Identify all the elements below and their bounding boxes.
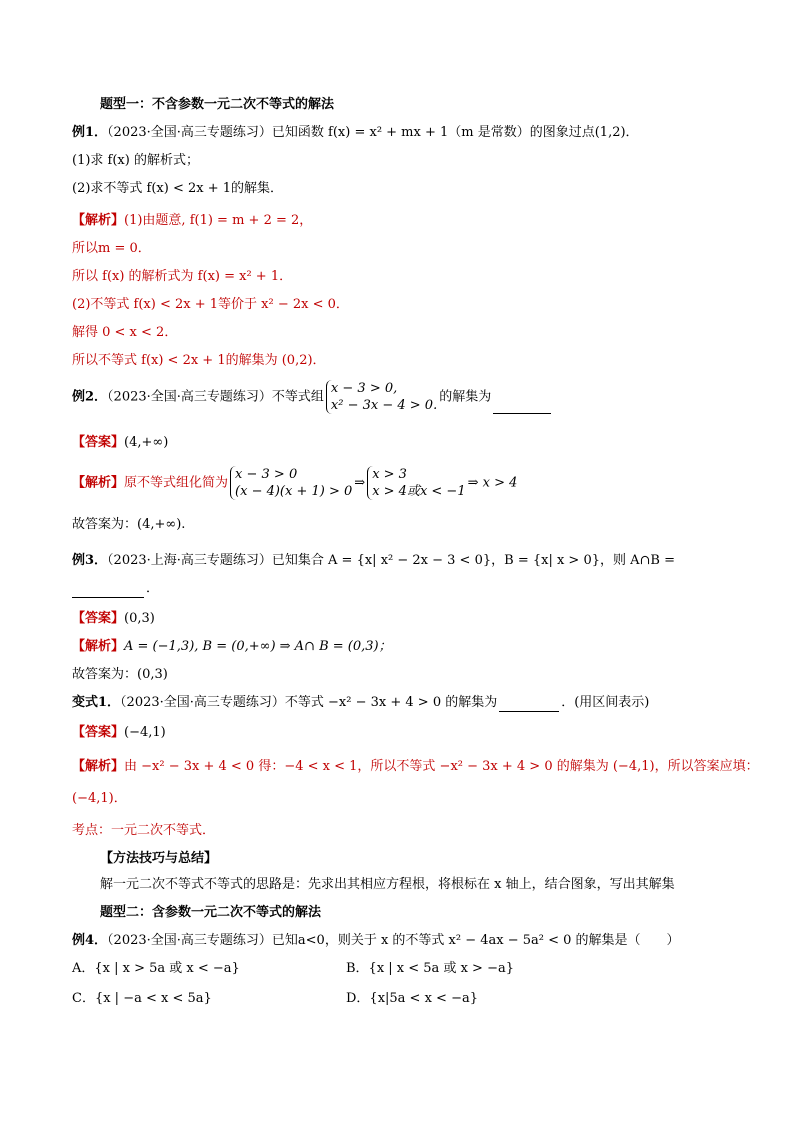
ex2-s1: x − 3 > 0 — [235, 467, 298, 482]
ex1-stem-text: 已知函数 f(x) = x² + mx + 1（m 是常数）的图象过点(1,2)． — [271, 125, 639, 140]
ex2-arrow2: ⇒ x > 4 — [467, 475, 518, 491]
ex4-stem — [72, 932, 680, 950]
method-title: 【方法技巧与总结】 — [100, 851, 218, 866]
ex1-label: 例1． — [72, 125, 108, 140]
ex2-answer: (4,+∞) — [124, 435, 169, 450]
section1-title: 题型一：不含参数一元二次不等式的解法 — [100, 97, 335, 112]
ex4-source: （2023·全国·高三专题练习） — [107, 933, 272, 948]
var1-answer-blank — [499, 697, 559, 712]
ex3-analysis-line — [72, 638, 392, 656]
var1-analysis-tag: 【解析】 — [72, 759, 125, 774]
ex2-sys1: x − 3 > 0, — [330, 381, 398, 396]
ex2-stem-post: 的解集为 — [439, 389, 492, 405]
ex2-sys2: x² − 3x − 4 > 0. — [330, 398, 438, 413]
ex2-final: 故答案为：(4,+∞). — [72, 517, 186, 532]
var1-stem-pre: 不等式 −x² − 3x + 4 > 0 的解集为 — [284, 695, 498, 710]
var1-answer-line — [72, 724, 166, 742]
method-text: 解一元二次不等式不等式的思路是：先求出其相应方程根，将根标在 x 轴上，结合图象，写出其解集 — [100, 877, 675, 892]
ex1-analysis-tag: 【解析】 — [72, 213, 125, 228]
ex2-s3: x > 3 — [372, 467, 407, 482]
ex2-answer-line — [72, 434, 168, 452]
ex3-label: 例3． — [72, 553, 108, 568]
var1-analysis2: (−4,1)． — [72, 791, 127, 806]
ex2-system-a — [230, 466, 352, 500]
ex1-a5: 解得 0 < x < 2． — [72, 325, 178, 340]
ex1-q2: (2)求不等式 f(x) < 2x + 1的解集． — [72, 181, 284, 196]
ex4-option-a[interactable]: A．{x | x > 5a 或 x < −a} — [72, 961, 240, 976]
ex2-arrow1: ⇒ — [354, 475, 366, 491]
ex1-a2: 所以m = 0． — [72, 241, 151, 256]
ex3-blank-line — [72, 580, 159, 598]
ex1-a6: 所以不等式 f(x) < 2x + 1的解集为 (0,2)． — [72, 353, 326, 368]
var1-analysis: 由 −x² − 3x + 4 < 0 得：−4 < x < 1，所以不等式 −x² − 3x + 4 > 0 的解集为 (−4,1)，所以答案应填： — [124, 759, 759, 774]
ex2-analysis-tag: 【解析】 — [72, 475, 125, 491]
ex4-option-c[interactable]: C．{x | −a < x < 5a} — [72, 991, 212, 1006]
ex1-a4: (2)不等式 f(x) < 2x + 1等价于 x² − 2x < 0． — [72, 297, 349, 312]
ex3-answer: (0,3) — [124, 611, 155, 626]
ex3-stem-end: ． — [146, 581, 160, 596]
ex2-answer-tag: 【答案】 — [72, 435, 125, 450]
var1-stem-post: ．(用区间表示) — [561, 695, 650, 710]
ex3-analysis: A = (−1,3), B = (0,+∞) ⇒ A∩ B = (0,3)； — [124, 639, 392, 654]
var1-stem — [72, 694, 649, 712]
ex2-stem-pre: 不等式组 — [271, 389, 324, 405]
ex1-q1: (1)求 f(x) 的解析式； — [72, 153, 199, 168]
ex2-s2: (x − 4)(x + 1) > 0 — [235, 484, 353, 499]
var1-analysis-line — [72, 758, 759, 776]
var1-source: （2023·全国·高三专题练习） — [120, 695, 285, 710]
ex3-answer-blank — [72, 583, 144, 598]
ex2-system-b — [367, 466, 465, 500]
ex2-answer-blank — [493, 399, 551, 414]
var1-label: 变式1． — [72, 695, 121, 710]
ex1-a1-text: (1)由题意, f(1) = m + 2 = 2， — [124, 213, 313, 228]
ex3-answer-line — [72, 610, 155, 628]
ex1-stem — [72, 124, 639, 142]
ex2-system — [326, 380, 437, 414]
ex1-a1 — [72, 212, 312, 230]
ex4-stem-text: 已知a<0，则关于 x 的不等式 x² − 4ax − 5a² < 0 的解集是（ ） — [271, 933, 680, 948]
ex4-option-d[interactable]: D．{x|5a < x < −a} — [346, 991, 478, 1006]
ex2-source: （2023·全国·高三专题练习） — [107, 389, 272, 405]
ex3-analysis-tag: 【解析】 — [72, 639, 125, 654]
ex3-stem — [72, 552, 675, 570]
ex1-source: （2023·全国·高三专题练习） — [107, 125, 272, 140]
var1-answer: (−4,1) — [124, 725, 166, 740]
section2-title: 题型二：含参数一元二次不等式的解法 — [100, 905, 322, 920]
ex2-stem — [72, 380, 553, 414]
ex1-a3: 所以 f(x) 的解析式为 f(x) = x² + 1． — [72, 269, 293, 284]
ex3-answer-tag: 【答案】 — [72, 611, 125, 626]
ex2-s4: x > 4或x < −1 — [372, 484, 466, 499]
ex2-analysis-pre: 原不等式组化简为 — [124, 475, 229, 491]
ex4-label: 例4． — [72, 933, 108, 948]
ex4-option-b[interactable]: B．{x | x < 5a 或 x > −a} — [346, 961, 514, 976]
var1-answer-tag: 【答案】 — [72, 725, 125, 740]
ex2-label: 例2． — [72, 389, 108, 405]
ex3-final: 故答案为：(0,3) — [72, 667, 168, 682]
ex3-source: （2023·上海·高三专题练习） — [107, 553, 272, 568]
var1-point: 考点：一元二次不等式． — [72, 823, 216, 838]
ex2-analysis-line — [72, 466, 517, 500]
ex3-stem-text: 已知集合 A = {x| x² − 2x − 3 < 0}，B = {x| x > 0}，则 A∩B = — [271, 553, 675, 568]
